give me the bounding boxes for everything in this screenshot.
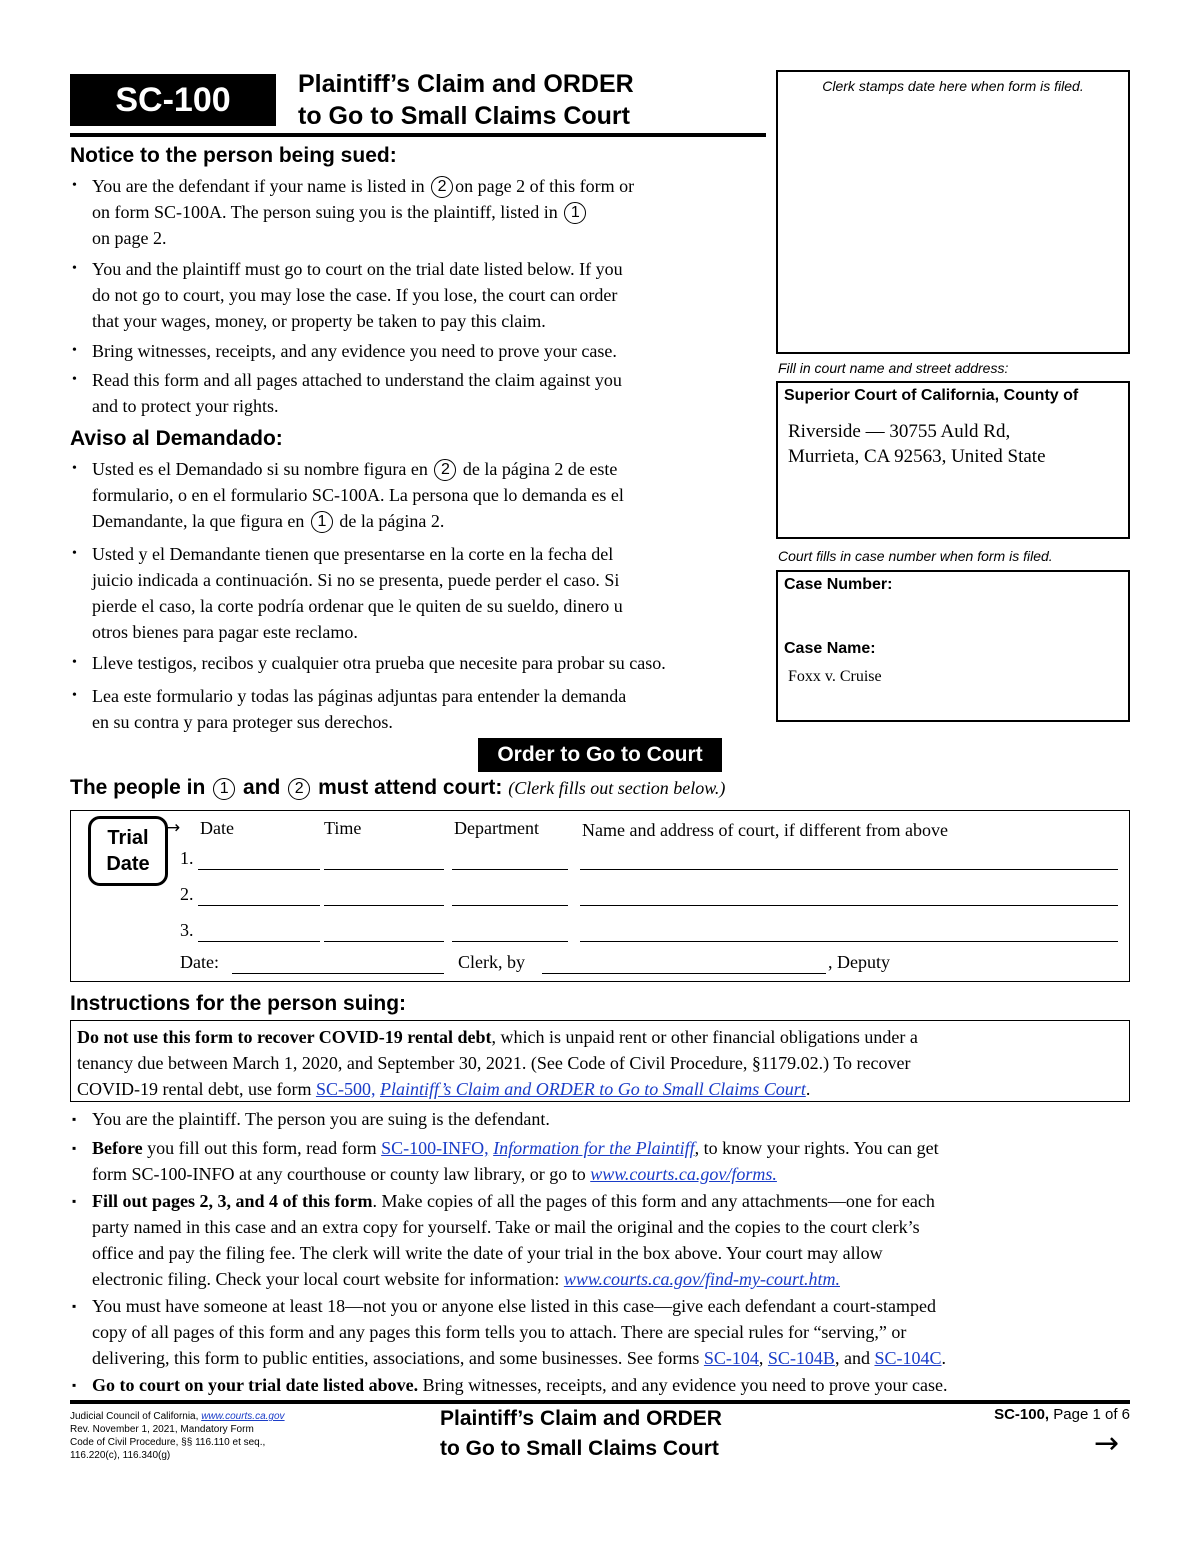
notice-bullet-3 <box>70 338 770 364</box>
instruction-2 <box>70 1135 1130 1187</box>
row3-time-field[interactable] <box>324 941 444 942</box>
notice-b2-line3: that your wages, money, or property be taken to pay this claim. <box>92 311 546 331</box>
sc-104b-link[interactable]: SC-104B <box>767 1348 835 1368</box>
covid-text-1: , which is unpaid rent or other financial obligations under a <box>491 1027 918 1047</box>
case-name-value[interactable]: Foxx v. Cruise <box>788 668 882 685</box>
aviso-bullet-1 <box>70 456 770 534</box>
courts-forms-link[interactable]: www.courts.ca.gov/forms. <box>590 1164 777 1184</box>
instruction-2-line2 <box>92 1161 1130 1187</box>
footer-line4: 116.220(c), 116.340(g) <box>70 1450 171 1461</box>
court-address-value[interactable] <box>784 419 1122 469</box>
trial-badge-line2: Date <box>106 853 150 875</box>
sc-104-link[interactable]: SC-104 <box>703 1348 759 1368</box>
instruction-4-line2: copy of all pages of this form and any pages this form tells you to attach. There are special rules for “serving,” or <box>92 1322 907 1342</box>
circle-2-icon: 2 <box>288 778 310 800</box>
header-rule <box>70 133 766 137</box>
row2-date-field[interactable] <box>198 905 320 906</box>
footer-page-count: Page 1 of 6 <box>1053 1406 1130 1423</box>
instruction-5 <box>70 1372 1130 1398</box>
instruction-1-line: ▪ You are the plaintiff. The person you are suing is the defendant. <box>92 1109 550 1129</box>
instruction-1 <box>70 1106 1130 1132</box>
circle-1-icon: 1 <box>564 202 586 224</box>
notice-heading: Notice to the person being sued: <box>70 144 397 167</box>
footer-title-line1: Plaintiff’s Claim and ORDER <box>440 1407 722 1430</box>
aviso-b1-text-e: de la página 2. <box>339 511 445 531</box>
court-address-box[interactable] <box>776 381 1130 539</box>
attend-text-b: and <box>243 776 281 799</box>
row1-time-field[interactable] <box>324 869 444 870</box>
col-department: Department <box>454 818 539 838</box>
aviso-b2-line2: juicio indicada a continuación. Si no se presenta, puede perder el caso. Si <box>92 570 620 590</box>
footer-line1 <box>70 1410 285 1423</box>
notice-b3-line: • Bring witnesses, receipts, and any evidence you need to prove your case. <box>92 341 617 361</box>
notice-bullet-2 <box>70 256 770 334</box>
aviso-b1-text-a: Usted es el Demandado si su nombre figura en <box>92 459 428 479</box>
sc-500-link[interactable]: SC-500, <box>315 1079 376 1099</box>
covid-end: . <box>805 1079 811 1099</box>
footer-left <box>70 1410 285 1462</box>
covid-line2: tenancy due between March 1, 2020, and September 30, 2021. (See Code of Civil Procedure, §1179.02.) To recover <box>77 1053 911 1073</box>
covid-notice-box <box>70 1020 1130 1102</box>
row2-court-field[interactable] <box>580 905 1118 906</box>
attend-text-a: The people in <box>70 776 206 799</box>
notice-b1-text-a: You are the defendant if your name is listed in <box>92 176 425 196</box>
form-title <box>298 68 634 132</box>
aviso-b4-line1: • Lea este formulario y todas las páginas adjuntas para entender la demanda <box>92 686 627 706</box>
circle-2-icon: 2 <box>434 459 456 481</box>
row3-date-field[interactable] <box>198 941 320 942</box>
circle-1-icon: 1 <box>213 778 235 800</box>
aviso-bullet-2 <box>70 541 770 645</box>
attend-text-c: must attend court: <box>318 776 503 799</box>
case-number-note: Court fills in case number when form is filed. <box>778 548 1053 564</box>
case-name-label: Case Name: <box>784 640 876 657</box>
find-my-court-link[interactable]: www.courts.ca.gov/find-my-court.htm. <box>563 1269 840 1289</box>
covid-line3 <box>77 1076 1123 1102</box>
courts-ca-gov-link[interactable]: www.courts.ca.gov <box>201 1411 285 1422</box>
clerk-date-field[interactable] <box>232 973 444 974</box>
trial-badge-line1: Trial <box>107 827 149 849</box>
court-address-line2: Murrieta, CA 92563, United State <box>788 446 1046 467</box>
title-line1: Plaintiff’s Claim and ORDER <box>298 70 634 98</box>
clerk-stamp-label: Clerk stamps date here when form is filed. <box>822 78 1084 94</box>
aviso-b4-line2: en su contra y para proteger sus derechos. <box>92 712 393 732</box>
trial-date-badge <box>88 816 168 886</box>
instruction-4-line3 <box>92 1345 1130 1371</box>
covid-text-3: COVID-19 rental debt, use form <box>77 1079 312 1099</box>
row-1-label: 1. <box>180 848 194 868</box>
clerk-stamp-box <box>776 70 1130 354</box>
sc-500-title-link[interactable]: Plaintiff’s Claim and ORDER to Go to Small Claims Court <box>379 1079 806 1099</box>
i3-bold: Fill out pages 2, 3, and 4 of this form <box>92 1191 373 1211</box>
sc-104c-link[interactable]: SC-104C <box>874 1348 942 1368</box>
row2-department-field[interactable] <box>452 905 568 906</box>
clerk-name-field[interactable] <box>542 973 826 974</box>
instruction-3-line1 <box>92 1188 1130 1214</box>
instruction-4-line1: ▪ You must have someone at least 18—not you or anyone else listed in this case—give each defendant a court-stamped <box>92 1296 936 1316</box>
aviso-b3-line: • Lleve testigos, recibos y cualquier otra prueba que necesite para probar su caso. <box>92 653 666 673</box>
aviso-bullet-4 <box>70 683 770 735</box>
title-line2: to Go to Small Claims Court <box>298 102 630 130</box>
footer-title <box>440 1404 722 1464</box>
i2-text-a: you fill out this form, read form <box>147 1138 377 1158</box>
col-time: Time <box>324 818 362 838</box>
i3-text-4: electronic filing. Check your local court website for information: <box>92 1269 560 1289</box>
row3-court-field[interactable] <box>580 941 1118 942</box>
i4-and: , and <box>834 1348 870 1368</box>
circle-1-icon: 1 <box>311 511 333 533</box>
instruction-4 <box>70 1293 1130 1371</box>
row-3-label: 3. <box>180 920 194 940</box>
instruction-3-line3: office and pay the filing fee. The clerk will write the date of your trial in the box above. Your court may allow <box>92 1243 883 1263</box>
notice-bullet-1 <box>70 173 770 251</box>
attend-heading <box>70 776 725 800</box>
footer-form-number: SC-100, <box>994 1406 1050 1423</box>
notice-b4-line2: and to protect your rights. <box>92 396 279 416</box>
aviso-b1-text-b: de la página 2 de este <box>462 459 618 479</box>
col-date: Date <box>200 818 234 838</box>
row1-date-field[interactable] <box>198 869 320 870</box>
row1-department-field[interactable] <box>452 869 568 870</box>
order-bar: Order to Go to Court <box>478 738 722 772</box>
notice-b1-text-b: on page 2 of this form or <box>455 176 635 196</box>
form-number: SC-100 <box>70 74 276 126</box>
i2-bold: Before <box>92 1138 143 1158</box>
court-header: Superior Court of California, County of <box>784 387 1079 404</box>
date-label: Date: <box>180 952 219 972</box>
row2-time-field[interactable] <box>324 905 444 906</box>
case-number-label: Case Number: <box>784 576 893 593</box>
court-name-note: Fill in court name and street address: <box>778 360 1009 376</box>
i4-text-3: delivering, this form to public entities, associations, and some businesses. See forms <box>92 1348 700 1368</box>
notice-b2-line2: do not go to court, you may lose the case. If you lose, the court can order <box>92 285 618 305</box>
row3-department-field[interactable] <box>452 941 568 942</box>
aviso-bullet-3 <box>70 650 770 676</box>
notice-bullet-4 <box>70 367 770 419</box>
footer-page <box>960 1406 1130 1423</box>
row1-court-field[interactable] <box>580 869 1118 870</box>
case-info-box <box>776 570 1130 722</box>
instruction-3-line2: party named in this case and an extra copy for yourself. Take or mail the original and the copies to the court clerk’s <box>92 1217 920 1237</box>
next-page-arrow-icon[interactable]: → <box>1094 1426 1120 1461</box>
i5-text: Bring witnesses, receipts, and any evidence you need to prove your case. <box>422 1375 948 1395</box>
col-court: Name and address of court, if different from above <box>582 820 949 840</box>
notice-b2-line1: • You and the plaintiff must go to court on the trial date listed below. If you <box>92 259 623 279</box>
court-address-line1: Riverside — 30755 Auld Rd, <box>788 421 1011 442</box>
aviso-b2-line3: pierde el caso, la corte podría ordenar que le quiten de su sueldo, dinero u <box>92 596 623 616</box>
instruction-5-line <box>92 1372 1130 1398</box>
info-for-plaintiff-link[interactable]: Information for the Plaintiff <box>493 1138 695 1158</box>
covid-line1 <box>77 1024 1123 1050</box>
attend-note: (Clerk fills out section below.) <box>508 778 726 798</box>
notice-b1-text-d: on page 2. <box>92 228 167 248</box>
notice-b1-text-c: on form SC-100A. The person suing you is the plaintiff, listed in <box>92 202 558 222</box>
deputy-label: , Deputy <box>828 952 890 972</box>
covid-bold: Do not use this form to recover COVID-19 rental debt <box>77 1027 492 1047</box>
i4-end: . <box>941 1348 946 1368</box>
clerk-by-label: Clerk, by <box>458 952 525 972</box>
footer-line3: Code of Civil Procedure, §§ 116.110 et seq., <box>70 1437 266 1448</box>
aviso-b2-line4: otros bienes para pagar este reclamo. <box>92 622 358 642</box>
aviso-heading: Aviso al Demandado: <box>70 427 283 450</box>
footer-council: Judicial Council of California, <box>70 1411 199 1422</box>
footer-line2: Rev. November 1, 2021, Mandatory Form <box>70 1424 254 1435</box>
sc-100-info-link[interactable]: SC-100-INFO, <box>381 1138 489 1158</box>
arrow-right-icon: → <box>166 818 181 838</box>
aviso-b1-text-c: formulario, o en el formulario SC-100A. La persona que lo demanda es el <box>92 485 624 505</box>
aviso-b1-text-d: Demandante, la que figura en <box>92 511 305 531</box>
aviso-b2-line1: • Usted y el Demandante tienen que presentarse en la corte en la fecha del <box>92 544 614 564</box>
i2-text-b: , to know your rights. You can get <box>694 1138 939 1158</box>
circle-2-icon: 2 <box>431 176 453 198</box>
i2-text-c: form SC-100-INFO at any courthouse or county law library, or go to <box>92 1164 586 1184</box>
instruction-3-line4 <box>92 1266 1130 1292</box>
row-2-label: 2. <box>180 884 194 904</box>
footer-title-line2: to Go to Small Claims Court <box>440 1437 719 1460</box>
instruction-3 <box>70 1188 1130 1292</box>
instruction-2-line1 <box>92 1135 1130 1161</box>
i4-comma: , <box>758 1348 764 1368</box>
notice-b4-line1: • Read this form and all pages attached to understand the claim against you <box>92 370 622 390</box>
i3-text-a: . Make copies of all the pages of this form and any attachments—one for each <box>372 1191 935 1211</box>
instructions-heading: Instructions for the person suing: <box>70 992 407 1015</box>
i5-bold: Go to court on your trial date listed above. <box>92 1375 419 1395</box>
